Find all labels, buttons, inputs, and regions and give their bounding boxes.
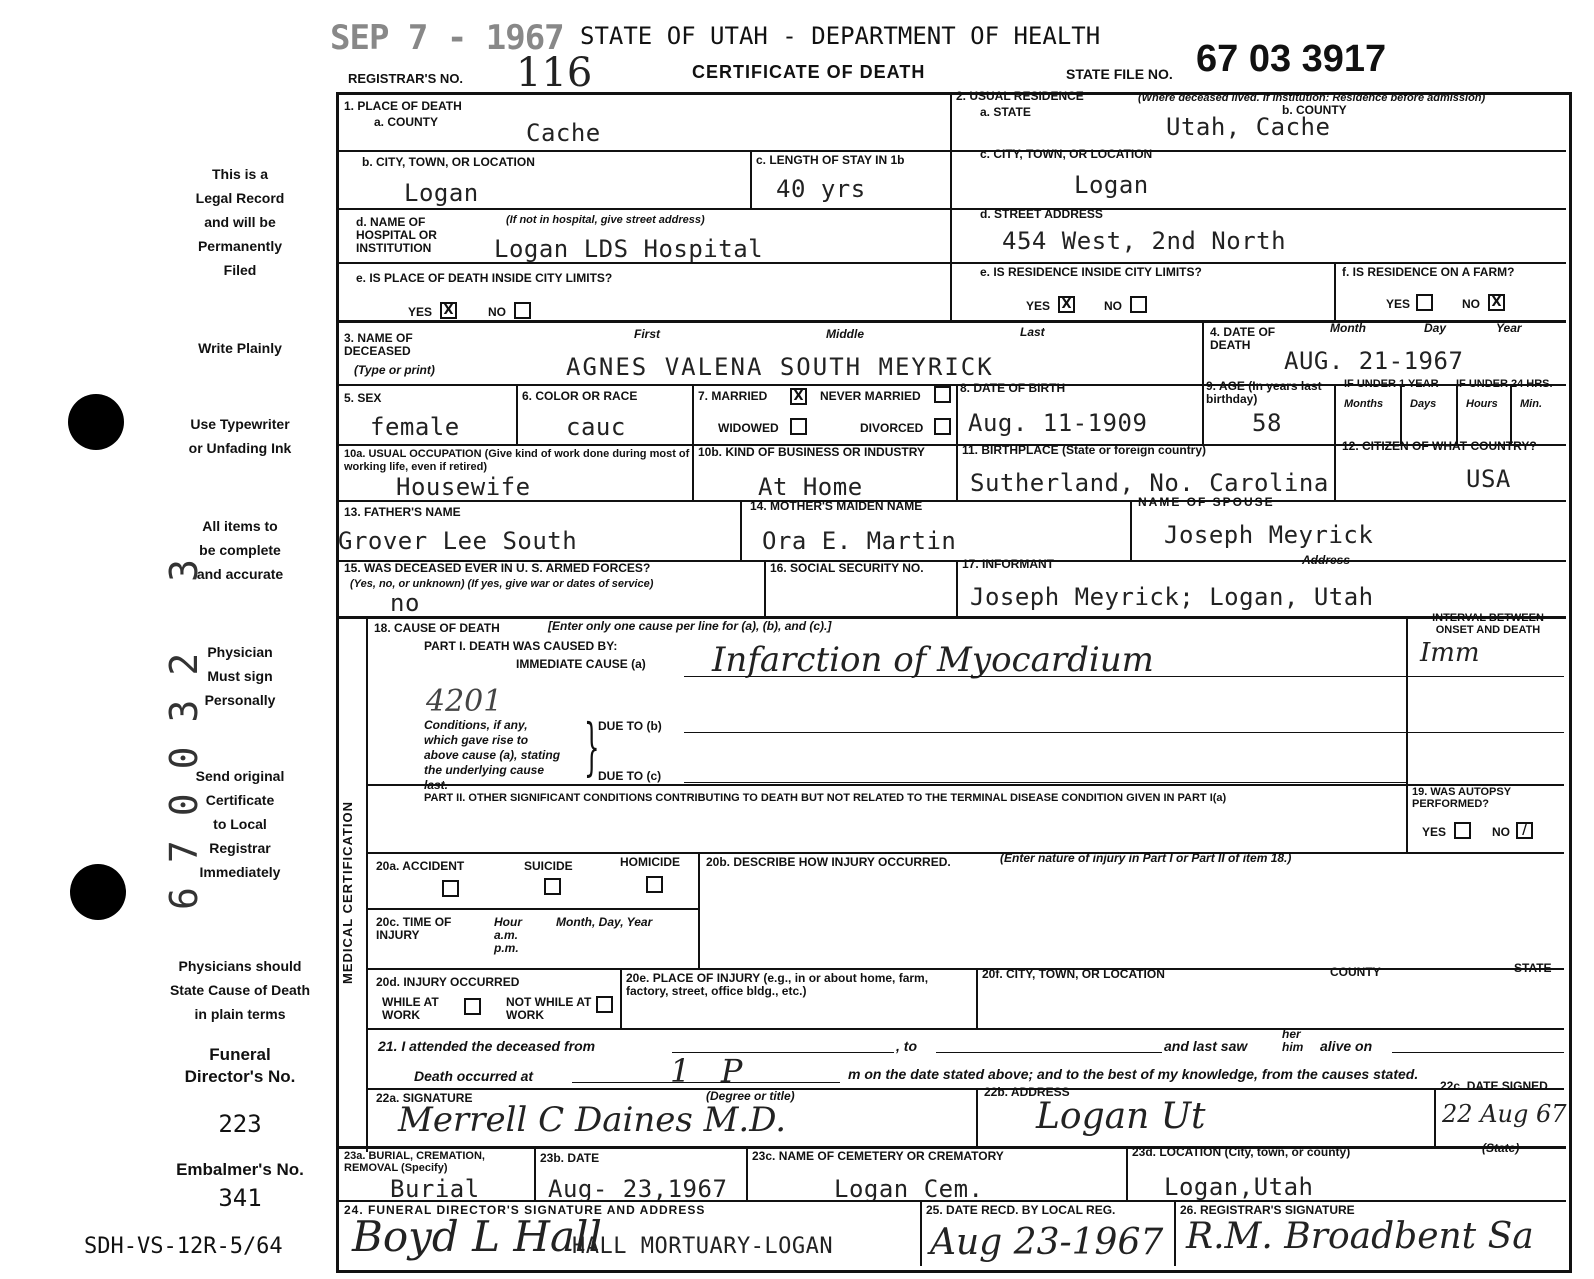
physician-address: Logan Ut [1036,1096,1206,1137]
under-year-label: IF UNDER 1 YEAR [1344,378,1439,390]
part2-label: PART II. OTHER SIGNIFICANT CONDITIONS CONTRIBUTING TO DEATH BUT NOT RELATED TO THE TERMINAL DISEASE CONDITION GIVEN IN PART I(a) [424,792,1227,804]
date-of-death: AUG. 21-1967 [1284,347,1464,375]
day-label: Day [1424,321,1447,335]
burial-date: Aug- 23,1967 [548,1175,728,1203]
length-of-stay: 40 yrs [776,175,866,203]
injury-occurred-label: 20d. INJURY OCCURRED [376,975,520,989]
physician-signature: Merrell C Daines M.D. [398,1100,787,1140]
signature-label: 22a. SIGNATURE [376,1091,473,1105]
dob-label: 8. DATE OF BIRTH [960,381,1066,395]
residence-label: 2. USUAL RESIDENCE [956,89,1084,103]
residence-city: Logan [1074,171,1149,199]
injury-county-label: COUNTY [1330,965,1381,979]
city-label: b. CITY, TOWN, OR LOCATION [362,155,535,169]
min-label: Min. [1520,398,1542,410]
farm-yes-label: YES [1386,297,1411,311]
month-label: Month [1330,321,1366,335]
residence-yes-label: YES [1026,299,1051,313]
degree-label: (Degree or title) [706,1089,795,1103]
on-date-label: m on the date stated above; and to the best of my knowledge, from the causes stated. [848,1066,1419,1082]
cause-code: 4201 [426,684,503,719]
date-stamp: SEP 7 - 1967 [330,18,564,58]
never-married-checkbox[interactable] [934,386,951,403]
injury-desc-label: 20b. DESCRIBE HOW INJURY OCCURRED. [706,855,951,869]
date-of-death-label: 4. DATE OF DEATH [1210,325,1276,352]
immediate-cause: Infarction of Myocardium [712,640,1154,680]
street-address: 454 West, 2nd North [1002,227,1287,255]
burial-state-label: (State) [1482,1141,1520,1155]
embalmer-no: 341 [218,1184,262,1212]
divorced-label: DIVORCED [860,421,924,435]
spouse-label: NAME OF SPOUSE [1138,495,1275,509]
age: 58 [1252,409,1282,437]
accident-label: 20a. ACCIDENT [376,859,465,873]
age-label: 9. AGE (In years last birthday) [1206,379,1322,406]
residence-no-label: NO [1104,299,1122,313]
homicide-label: HOMICIDE [620,855,680,869]
interval-label: INTERVAL BETWEEN ONSET AND DEATH [1432,612,1544,636]
sidebar-legal-record: This is a Legal Record and will be Permanently Filed [195,166,285,278]
first-label: First [634,327,661,341]
date-signed: 22 Aug 67 [1442,1100,1567,1128]
residence-note: (Where deceased lived. If institution: Residence before admission) [1138,92,1486,104]
suicide-checkbox[interactable] [544,878,561,895]
name-note: (Type or print) [354,363,435,377]
inside-limits-no-label: NO [488,305,506,319]
hospital-note: (If not in hospital, give street address) [506,214,705,226]
farm-label: f. IS RESIDENCE ON A FARM? [1342,265,1515,279]
widowed-checkbox[interactable] [790,418,807,435]
residence-inside-limits-label: e. IS RESIDENCE INSIDE CITY LIMITS? [980,265,1202,279]
sex: female [370,413,460,441]
state-file-label: STATE FILE NO. [1066,66,1173,82]
father-name: Grover Lee South [338,527,578,555]
months-label: Months [1344,398,1384,410]
days-label: Days [1410,398,1437,410]
embalmer-label: Embalmer's No. [176,1160,304,1179]
funeral-director-label: Funeral Director's No. [184,1045,296,1086]
last-saw-label: and last saw [1164,1038,1248,1054]
business: At Home [758,473,863,501]
armed-forces: no [390,589,420,617]
sidebar-complete: All items to be complete and accurate [196,518,284,582]
not-while-at-work-label: NOT WHILE AT WORK [506,995,592,1022]
year-label: Year [1496,321,1522,335]
while-at-work-checkbox[interactable] [464,998,481,1015]
punch-hole-bottom [70,864,126,920]
autopsy-yes-checkbox[interactable] [1454,822,1471,839]
informant-label: 17. INFORMANT [962,557,1055,571]
sidebar-write-plainly: Write Plainly [198,340,282,356]
date-of-birth: Aug. 11-1909 [968,409,1148,437]
while-at-work-label: WHILE AT WORK [382,995,439,1022]
county-label: a. COUNTY [374,115,439,129]
immediate-cause-label: IMMEDIATE CAUSE (a) [516,657,646,671]
mother-name: Ora E. Martin [762,527,957,555]
autopsy-no-checkbox[interactable]: / [1516,822,1533,839]
injury-desc-note: (Enter nature of injury in Part I or Part II of item 18.) [1000,851,1292,865]
due-to-c-label: DUE TO (c) [598,769,662,783]
film-number: 670032 3 [162,534,206,910]
place-of-injury-label: 20e. PLACE OF INJURY (e.g., in or about home, farm, factory, street, office bldg., etc.) [626,971,929,998]
citizen: USA [1466,465,1511,493]
funeral-director-signature: Boyd L Hall [352,1212,602,1261]
informant-address-label: Address [1302,553,1351,567]
physician-address-label: 22b. ADDRESS [984,1085,1070,1099]
cause-of-death-label: 18. CAUSE OF DEATH [374,621,500,635]
injury-state-label: STATE [1514,961,1552,975]
state-file-no: 67 03 3917 [1196,38,1387,80]
armed-forces-note: (Yes, no, or unknown) (If yes, give war or dates of service) [350,578,654,590]
date-signed-label: 22c. DATE SIGNED [1440,1079,1548,1093]
registrar-signature: R.M. Broadbent Sa [1186,1216,1534,1257]
funeral-director-no: 223 [218,1110,262,1138]
residence-inside-yes-checkbox[interactable]: X [1058,296,1075,313]
birthplace-label: 11. BIRTHPLACE (State or foreign country) [962,443,1207,457]
race-label: 6. COLOR OR RACE [522,389,638,403]
place-of-death-label: 1. PLACE OF DEATH [344,99,462,113]
middle-label: Middle [826,327,864,341]
cause-of-death-note: [Enter only one cause per line for (a), (b), and (c).] [548,619,832,633]
hospital-label: d. NAME OF HOSPITAL OR INSTITUTION [356,215,437,255]
medical-certification-label: MEDICAL CERTIFICATION [340,800,355,984]
under-day-label: IF UNDER 24 HRS. [1456,378,1553,390]
to-label: , to [896,1038,917,1054]
divorced-checkbox[interactable] [934,418,951,435]
business-label: 10b. KIND OF BUSINESS OR INDUSTRY [698,445,925,459]
married-label: 7. MARRIED [698,389,768,403]
ssn-label: 16. SOCIAL SECURITY NO. [770,561,924,575]
burial-method: Burial [390,1175,480,1203]
sidebar-send-original: Send original Certificate to Local Registrar Immediately [195,768,285,880]
inside-limits-yes-checkbox[interactable]: X [440,302,457,319]
armed-forces-label: 15. WAS DECEASED EVER IN U. S. ARMED FORCES? [344,561,651,575]
farm-yes-checkbox[interactable] [1416,294,1433,311]
hours-label: Hours [1466,398,1498,410]
hospital-name: Logan LDS Hospital [494,235,764,263]
funeral-director-sig-label: 24. FUNERAL DIRECTOR'S SIGNATURE AND ADDRESS [344,1203,706,1217]
death-occurred-label: Death occurred at [414,1068,534,1084]
her-him-label: her him [1282,1027,1304,1054]
hour-label: Hour a.m. p.m. [494,915,522,955]
deceased-name: AGNES VALENA SOUTH MEYRICK [566,353,994,381]
residence-county-label: b. COUNTY [1282,103,1347,117]
sidebar-cause-terms: Physicians should State Cause of Death in plain terms [169,958,311,1022]
registrar-sig-label: 26. REGISTRAR'S SIGNATURE [1180,1203,1355,1217]
interval: Imm [1420,638,1480,668]
registrar-no: 116 [516,50,593,96]
place-of-death-county: Cache [526,119,601,147]
married-checkbox[interactable]: X [790,388,807,405]
street-label: d. STREET ADDRESS [980,207,1103,221]
occupation: Housewife [396,473,531,501]
date-received-label: 25. DATE RECD. BY LOCAL REG. [926,1203,1116,1217]
form-title: CERTIFICATE OF DEATH [692,62,926,82]
alive-on-label: alive on [1320,1038,1373,1054]
month-day-year-label: Month, Day, Year [556,915,653,929]
death-time: 1 P [670,1052,743,1090]
burial-date-label: 23b. DATE [540,1151,600,1165]
autopsy-no-label: NO [1492,825,1510,839]
burial-location: Logan,Utah [1164,1173,1314,1201]
attended-label: 21. I attended the deceased from [378,1038,596,1054]
suicide-label: SUICIDE [524,859,573,873]
agency-title: STATE OF UTAH - DEPARTMENT OF HEALTH [580,22,1101,50]
autopsy-yes-label: YES [1422,825,1447,839]
residence-state-county: Utah, Cache [1166,113,1331,141]
cemetery-label: 23c. NAME OF CEMETERY OR CREMATORY [752,1149,1004,1163]
informant: Joseph Meyrick; Logan, Utah [970,583,1374,611]
stay-label: c. LENGTH OF STAY IN 1b [756,153,905,167]
place-of-death-city: Logan [404,179,479,207]
homicide-checkbox[interactable] [646,876,663,893]
sidebar-physician: Physician Must sign Personally [204,644,276,708]
part1-label: PART I. DEATH WAS CAUSED BY: [424,639,618,653]
due-to-b-label: DUE TO (b) [598,719,662,733]
conditions-label: Conditions, if any, which gave rise to above cause (a), stating the underlying cause last. [424,718,561,792]
inside-limits-yes-label: YES [408,305,433,319]
birthplace: Sutherland, No. Carolina [970,469,1329,497]
inside-limits-no-checkbox[interactable] [514,302,531,319]
occupation-label: 10a. USUAL OCCUPATION (Give kind of work done during most of working life, even if retired) [344,448,690,473]
widowed-label: WIDOWED [718,421,779,435]
never-married-label: NEVER MARRIED [820,389,921,403]
conditions-brace: } [583,710,600,783]
accident-checkbox[interactable] [442,880,459,897]
residence-city-label: c. CITY, TOWN, OR LOCATION [980,147,1153,161]
time-of-injury-label: 20c. TIME OF INJURY [376,915,452,942]
farm-no-checkbox[interactable]: X [1488,294,1505,311]
not-while-at-work-checkbox[interactable] [596,996,613,1013]
race: cauc [566,413,626,441]
farm-no-label: NO [1462,297,1480,311]
form-code: SDH-VS-12R-5/64 [84,1234,283,1259]
cemetery: Logan Cem. [834,1175,984,1203]
burial-location-label: 23d. LOCATION (City, town, or county) [1132,1145,1351,1159]
burial-method-label: 23a. BURIAL, CREMATION, REMOVAL (Specify) [344,1150,485,1174]
name-label: 3. NAME OF DECEASED [344,331,413,358]
punch-hole-top [68,394,124,450]
father-label: 13. FATHER'S NAME [344,505,461,519]
registrar-no-label: REGISTRAR'S NO. [348,71,464,86]
citizen-label: 12. CITIZEN OF WHAT COUNTRY? [1342,439,1537,453]
date-received: Aug 23-1967 [930,1222,1164,1263]
last-label: Last [1020,325,1045,339]
mother-label: 14. MOTHER'S MAIDEN NAME [750,499,923,513]
sex-label: 5. SEX [344,391,382,405]
residence-state-label: a. STATE [980,105,1031,119]
spouse-name: Joseph Meyrick [1164,521,1374,549]
residence-inside-no-checkbox[interactable] [1130,296,1147,313]
injury-city-label: 20f. CITY, TOWN, OR LOCATION [982,967,1165,981]
sidebar-typewriter: Use Typewriter or Unfading Ink [188,416,292,456]
inside-limits-label: e. IS PLACE OF DEATH INSIDE CITY LIMITS? [356,271,613,285]
funeral-director-address: HALL MORTUARY-LOGAN [572,1234,834,1259]
autopsy-label: 19. WAS AUTOPSY PERFORMED? [1412,786,1511,810]
